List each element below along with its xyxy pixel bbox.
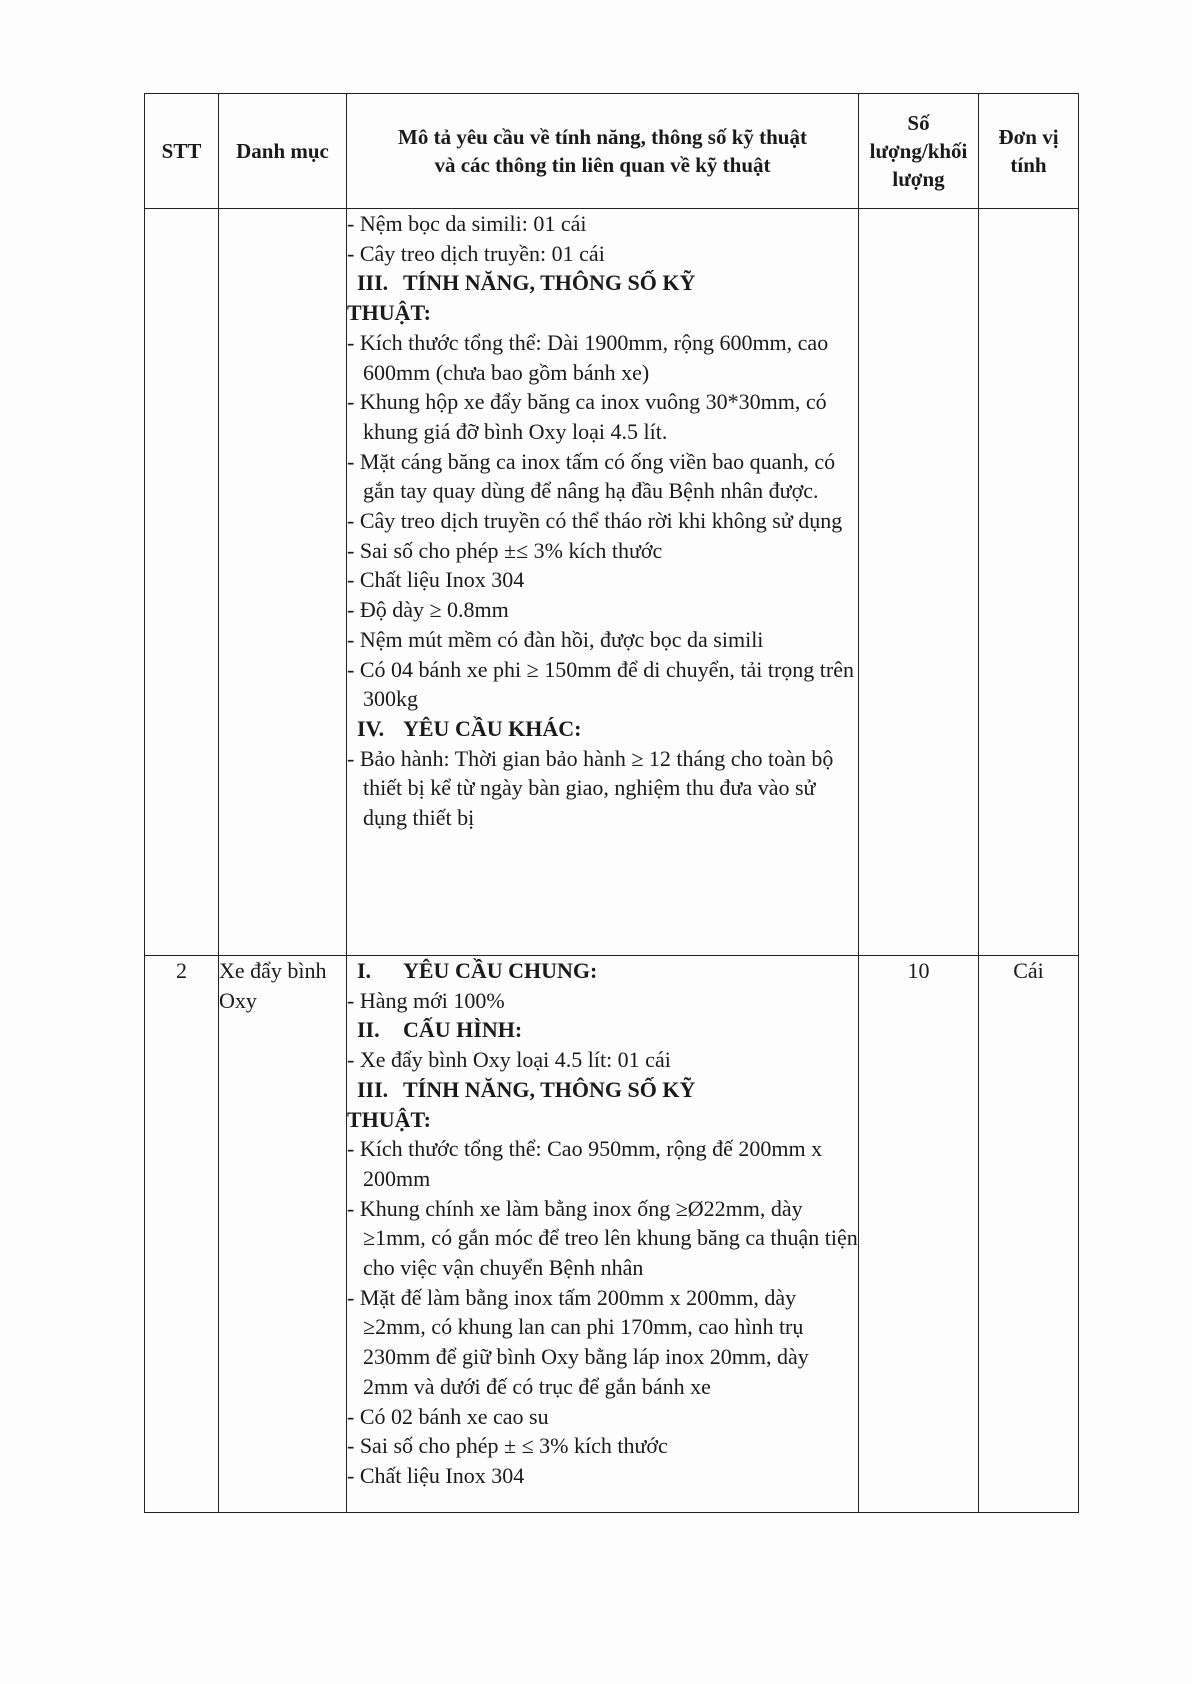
spec-line: - Nệm bọc da simili: 01 cái xyxy=(347,211,587,236)
spec-line: - Có 04 bánh xe phi ≥ 150mm để di chuyển, tải trọng trên 300kg xyxy=(347,656,854,712)
section-title: TÍNH NĂNG, THÔNG SỐ KỸ xyxy=(403,270,696,296)
header-qty-line3: lượng xyxy=(892,167,945,191)
row2-description xyxy=(347,956,859,1513)
header-description xyxy=(347,94,859,209)
spec-line: - Chất liệu Inox 304 xyxy=(347,567,525,593)
spec-line: - Sai số cho phép ±≤ 3% kích thước xyxy=(347,537,663,563)
header-row xyxy=(145,94,1079,209)
spec-line: - Xe đẩy bình Oxy loại 4.5 lít: 01 cái xyxy=(347,1047,671,1073)
section-heading-cont: THUẬT: xyxy=(347,300,431,326)
section-title: CẤU HÌNH: xyxy=(403,1017,523,1043)
row1-unit xyxy=(979,209,1079,956)
table-row xyxy=(145,956,1079,1513)
spec-line: - Khung hộp xe đẩy băng ca inox vuông 30*30mm, có khung giá đỡ bình Oxy loại 4.5 lít. xyxy=(347,389,827,444)
section-heading-cont: THUẬT: xyxy=(347,1106,431,1132)
section-number: III. xyxy=(357,270,389,296)
section-number: I. xyxy=(357,958,372,983)
header-qty-line1: Số xyxy=(907,111,930,135)
table-row xyxy=(145,209,1079,956)
row2-unit: Cái xyxy=(979,956,1079,1513)
section-number: III. xyxy=(357,1076,389,1102)
section-title: YÊU CẦU CHUNG: xyxy=(403,958,598,983)
row1-description xyxy=(347,209,859,956)
row1-quantity xyxy=(859,209,979,956)
header-unit xyxy=(979,94,1079,209)
spec-line: - Cây treo dịch truyền có thể tháo rời khi không sử dụng xyxy=(347,508,843,534)
section-heading xyxy=(347,714,858,744)
spec-line: - Kích thước tổng thể: Dài 1900mm, rộng 600mm, cao 600mm (chưa bao gồm bánh xe) xyxy=(347,329,829,385)
section-heading xyxy=(347,268,858,298)
spec-line: - Chất liệu Inox 304 xyxy=(347,1462,525,1488)
header-desc-line2: và các thông tin liên quan về kỹ thuật xyxy=(434,153,771,177)
section-title: YÊU CẦU KHÁC: xyxy=(403,715,582,741)
spec-line: - Mặt đế làm bằng inox tấm 200mm x 200mm, dày ≥2mm, có khung lan can phi 170mm, cao hình trụ 230mm để giữ bình Oxy bằng láp inox 20mm, dày 2mm và dưới đế có trục để gắn bánh xe xyxy=(347,1284,809,1399)
row2-danh-muc: Xe đẩy bình Oxy xyxy=(219,956,347,1513)
spec-line: - Cây treo dịch truyền: 01 cái xyxy=(347,240,605,266)
section-heading xyxy=(347,956,858,986)
header-danh-muc: Danh mục xyxy=(219,94,347,209)
row1-danh-muc xyxy=(219,209,347,956)
spec-line: - Kích thước tổng thể: Cao 950mm, rộng đế 200mm x 200mm xyxy=(347,1136,823,1191)
spec-line: - Sai số cho phép ± ≤ 3% kích thước xyxy=(347,1433,668,1459)
section-number: IV. xyxy=(357,715,385,741)
spec-table xyxy=(144,93,1079,1513)
section-heading xyxy=(347,1075,858,1105)
header-quantity xyxy=(859,94,979,209)
spec-line: - Nệm mút mềm có đàn hồi, được bọc da simili xyxy=(347,626,764,652)
spec-line: - Hàng mới 100% xyxy=(347,987,505,1013)
spec-line: - Bảo hành: Thời gian bảo hành ≥ 12 tháng cho toàn bộ thiết bị kể từ ngày bàn giao, nghiệm thu đưa vào sử dụng thiết bị xyxy=(347,745,834,831)
spec-line: - Mặt cáng băng ca inox tấm có ống viền bao quanh, có gắn tay quay dùng để nâng hạ đầu Bệnh nhân được. xyxy=(347,448,836,504)
spec-line: - Khung chính xe làm bằng inox ống ≥Ø22mm, dày ≥1mm, có gắn móc để treo lên khung băng ca thuận tiện cho việc vận chuyển Bệnh nhân xyxy=(347,1195,858,1281)
row1-stt xyxy=(145,209,219,956)
row2-quantity: 10 xyxy=(859,956,979,1513)
section-title: TÍNH NĂNG, THÔNG SỐ KỸ xyxy=(403,1076,696,1102)
header-unit-line1: Đơn vị xyxy=(998,125,1059,149)
spec-line: - Có 02 bánh xe cao su xyxy=(347,1403,549,1429)
header-desc-line1: Mô tả yêu cầu về tính năng, thông số kỹ thuật xyxy=(398,125,807,149)
spec-line: - Độ dày ≥ 0.8mm xyxy=(347,597,509,623)
row2-stt: 2 xyxy=(145,956,219,1513)
header-qty-line2: lượng/khối xyxy=(869,139,968,163)
header-stt: STT xyxy=(145,94,219,209)
section-heading xyxy=(347,1015,858,1045)
section-number: II. xyxy=(357,1017,380,1043)
header-unit-line2: tính xyxy=(1010,153,1047,177)
